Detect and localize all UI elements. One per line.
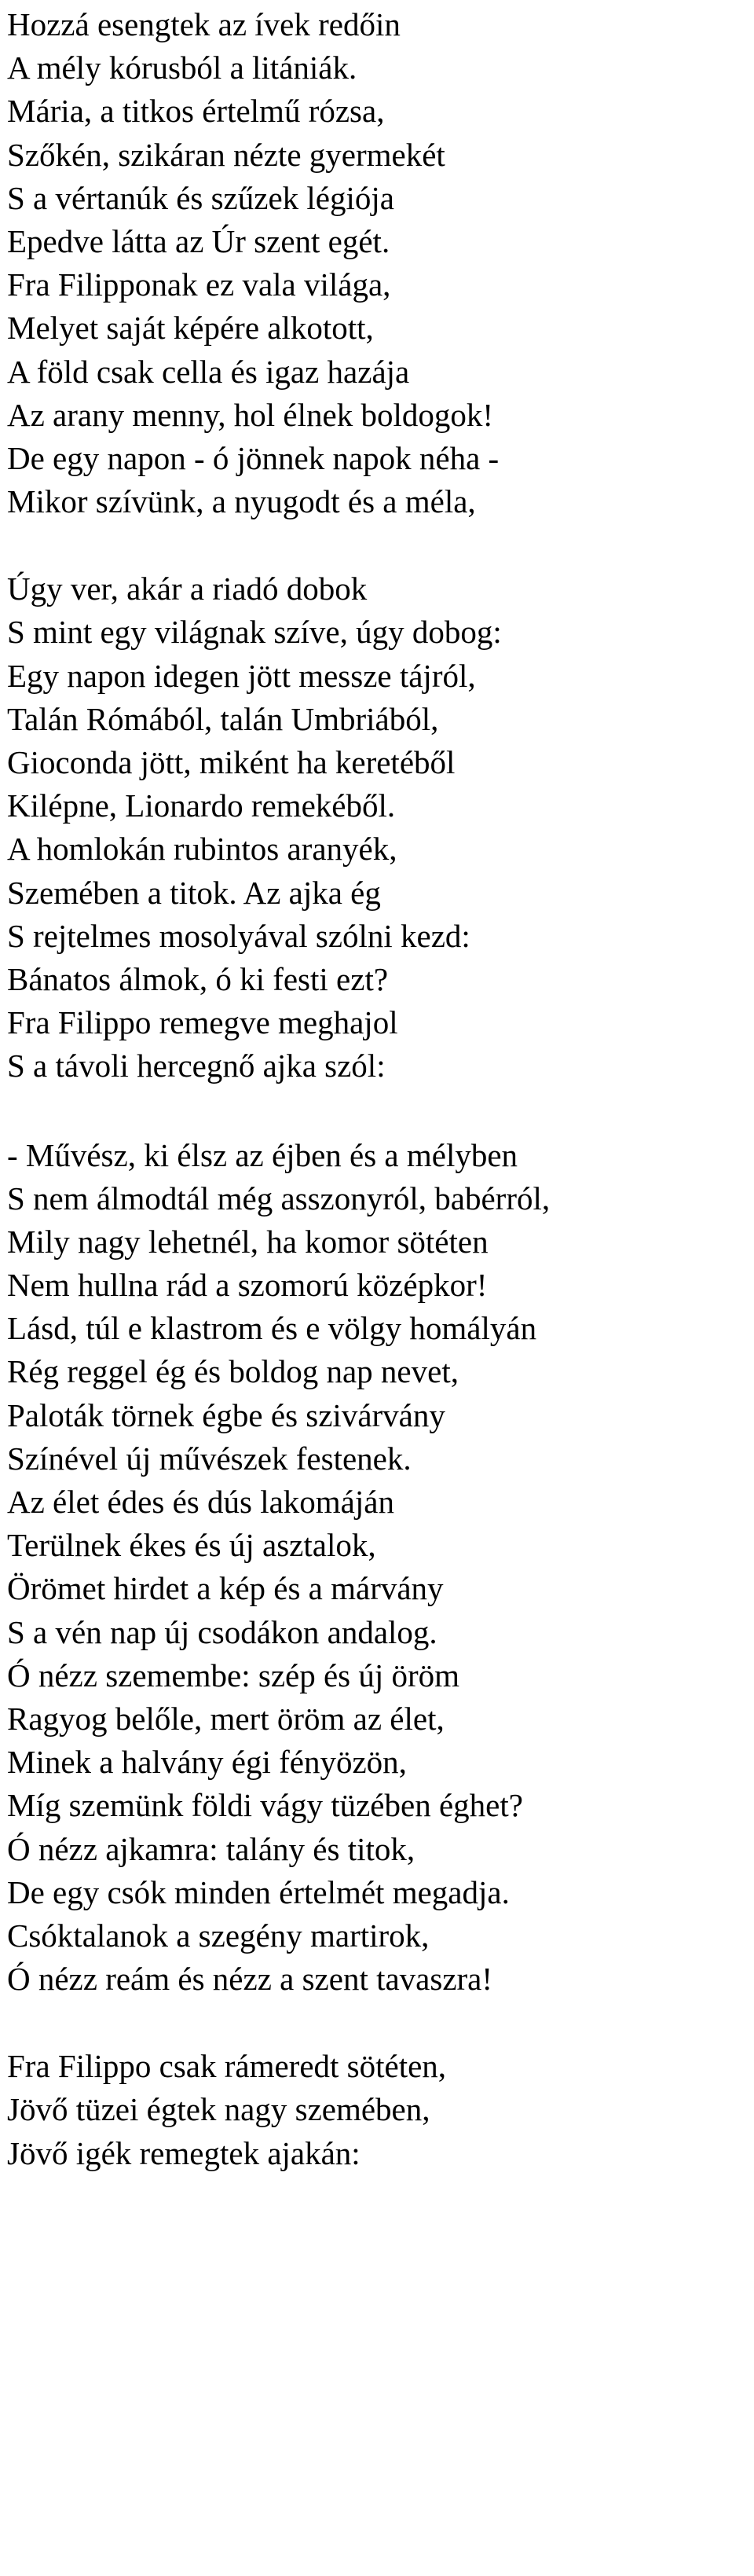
poem-line: Ó nézz szemembe: szép és új öröm — [7, 1657, 460, 1693]
stanza-1 — [7, 3, 745, 523]
poem-line: Terülnek ékes és új asztalok, — [7, 1527, 376, 1564]
poem-line: Mily nagy lehetnél, ha komor sötéten — [7, 1223, 489, 1260]
poem-line: Fra Filippo csak rámeredt sötéten, — [7, 2048, 447, 2085]
poem-line: Gioconda jött, miként ha keretéből — [7, 744, 456, 780]
poem-line: Jövő tüzei égtek nagy szemében, — [7, 2091, 430, 2128]
poem-line: Míg szemünk földi vágy tüzében éghet? — [7, 1787, 523, 1824]
poem-line: Talán Rómából, talán Umbriából, — [7, 700, 439, 737]
poem-line: Jövő igék remegtek ajakán: — [7, 2134, 361, 2171]
poem-text — [7, 3, 745, 2175]
poem-line: Paloták törnek égbe és szivárvány — [7, 1396, 445, 1433]
poem-line: Ó nézz reám és nézz a szent tavaszra! — [7, 1961, 493, 1998]
poem-line: Csóktalanok a szegény martirok, — [7, 1917, 430, 1954]
poem-line: De egy csók minden értelmét megadja. — [7, 1873, 510, 1910]
poem-line: Bánatos álmok, ó ki festi ezt? — [7, 960, 389, 997]
poem-line: A homlokán rubintos aranyék, — [7, 831, 397, 868]
poem-line: - Művész, ki élsz az éjben és a mélyben — [7, 1136, 518, 1173]
poem-line: Az élet édes és dús lakomáján — [7, 1484, 394, 1520]
stanza-3 — [7, 1134, 745, 2002]
poem-line: Fra Filipponak ez vala világa, — [7, 266, 391, 303]
poem-line: S a távoli hercegnő ajka szól: — [7, 1048, 386, 1084]
poem-line: A föld csak cella és igaz hazája — [7, 353, 410, 390]
poem-line: S a vén nap új csodákon andalog. — [7, 1613, 437, 1650]
poem-line: Örömet hirdet a kép és a márvány — [7, 1570, 444, 1607]
poem-line: Egy napon idegen jött messze tájról, — [7, 657, 476, 694]
poem-line: De egy napon - ó jönnek napok néha - — [7, 439, 500, 476]
stanza-4 — [7, 2045, 745, 2175]
poem-line: S nem álmodtál még asszonyról, babérról, — [7, 1180, 551, 1216]
poem-line: Mária, a titkos értelmű rózsa, — [7, 93, 385, 130]
stanza-2 — [7, 567, 745, 1088]
poem-line: Ó nézz ajkamra: talány és titok, — [7, 1830, 415, 1867]
poem-line: Epedve látta az Úr szent egét. — [7, 222, 390, 259]
poem-line: Fra Filippo remegve meghajol — [7, 1004, 398, 1041]
poem-line: Ragyog belőle, mert öröm az élet, — [7, 1700, 445, 1737]
stanza-break — [7, 523, 745, 567]
poem-line: Melyet saját képére alkotott, — [7, 310, 374, 347]
poem-line: Lásd, túl e klastrom és e völgy homályán — [7, 1310, 537, 1347]
poem-line: Minek a halvány égi fényözön, — [7, 1744, 407, 1781]
stanza-break — [7, 1088, 745, 1134]
poem-line: S mint egy világnak szíve, úgy dobog: — [7, 614, 502, 651]
poem-line: Szőkén, szikáran nézte gyermekét — [7, 136, 445, 173]
poem-line: Színével új művészek festenek. — [7, 1440, 412, 1477]
stanza-break — [7, 2001, 745, 2045]
poem-line: Hozzá esengtek az ívek redőin — [7, 6, 401, 42]
poem-line: A mély kórusból a litániák. — [7, 50, 357, 86]
poem-line: Nem hullna rád a szomorú középkor! — [7, 1267, 488, 1304]
poem-line: Rég reggel ég és boldog nap nevet, — [7, 1353, 459, 1390]
poem-line: S rejtelmes mosolyával szólni kezd: — [7, 917, 470, 954]
poem-line: Szemében a titok. Az ajka ég — [7, 874, 381, 911]
poem-line: Az arany menny, hol élnek boldogok! — [7, 396, 494, 433]
poem-line: Mikor szívünk, a nyugodt és a méla, — [7, 483, 476, 520]
poem-line: Úgy ver, akár a riadó dobok — [7, 571, 368, 607]
poem-line: S a vértanúk és szűzek légiója — [7, 179, 394, 216]
poem-line: Kilépne, Lionardo remekéből. — [7, 787, 396, 824]
